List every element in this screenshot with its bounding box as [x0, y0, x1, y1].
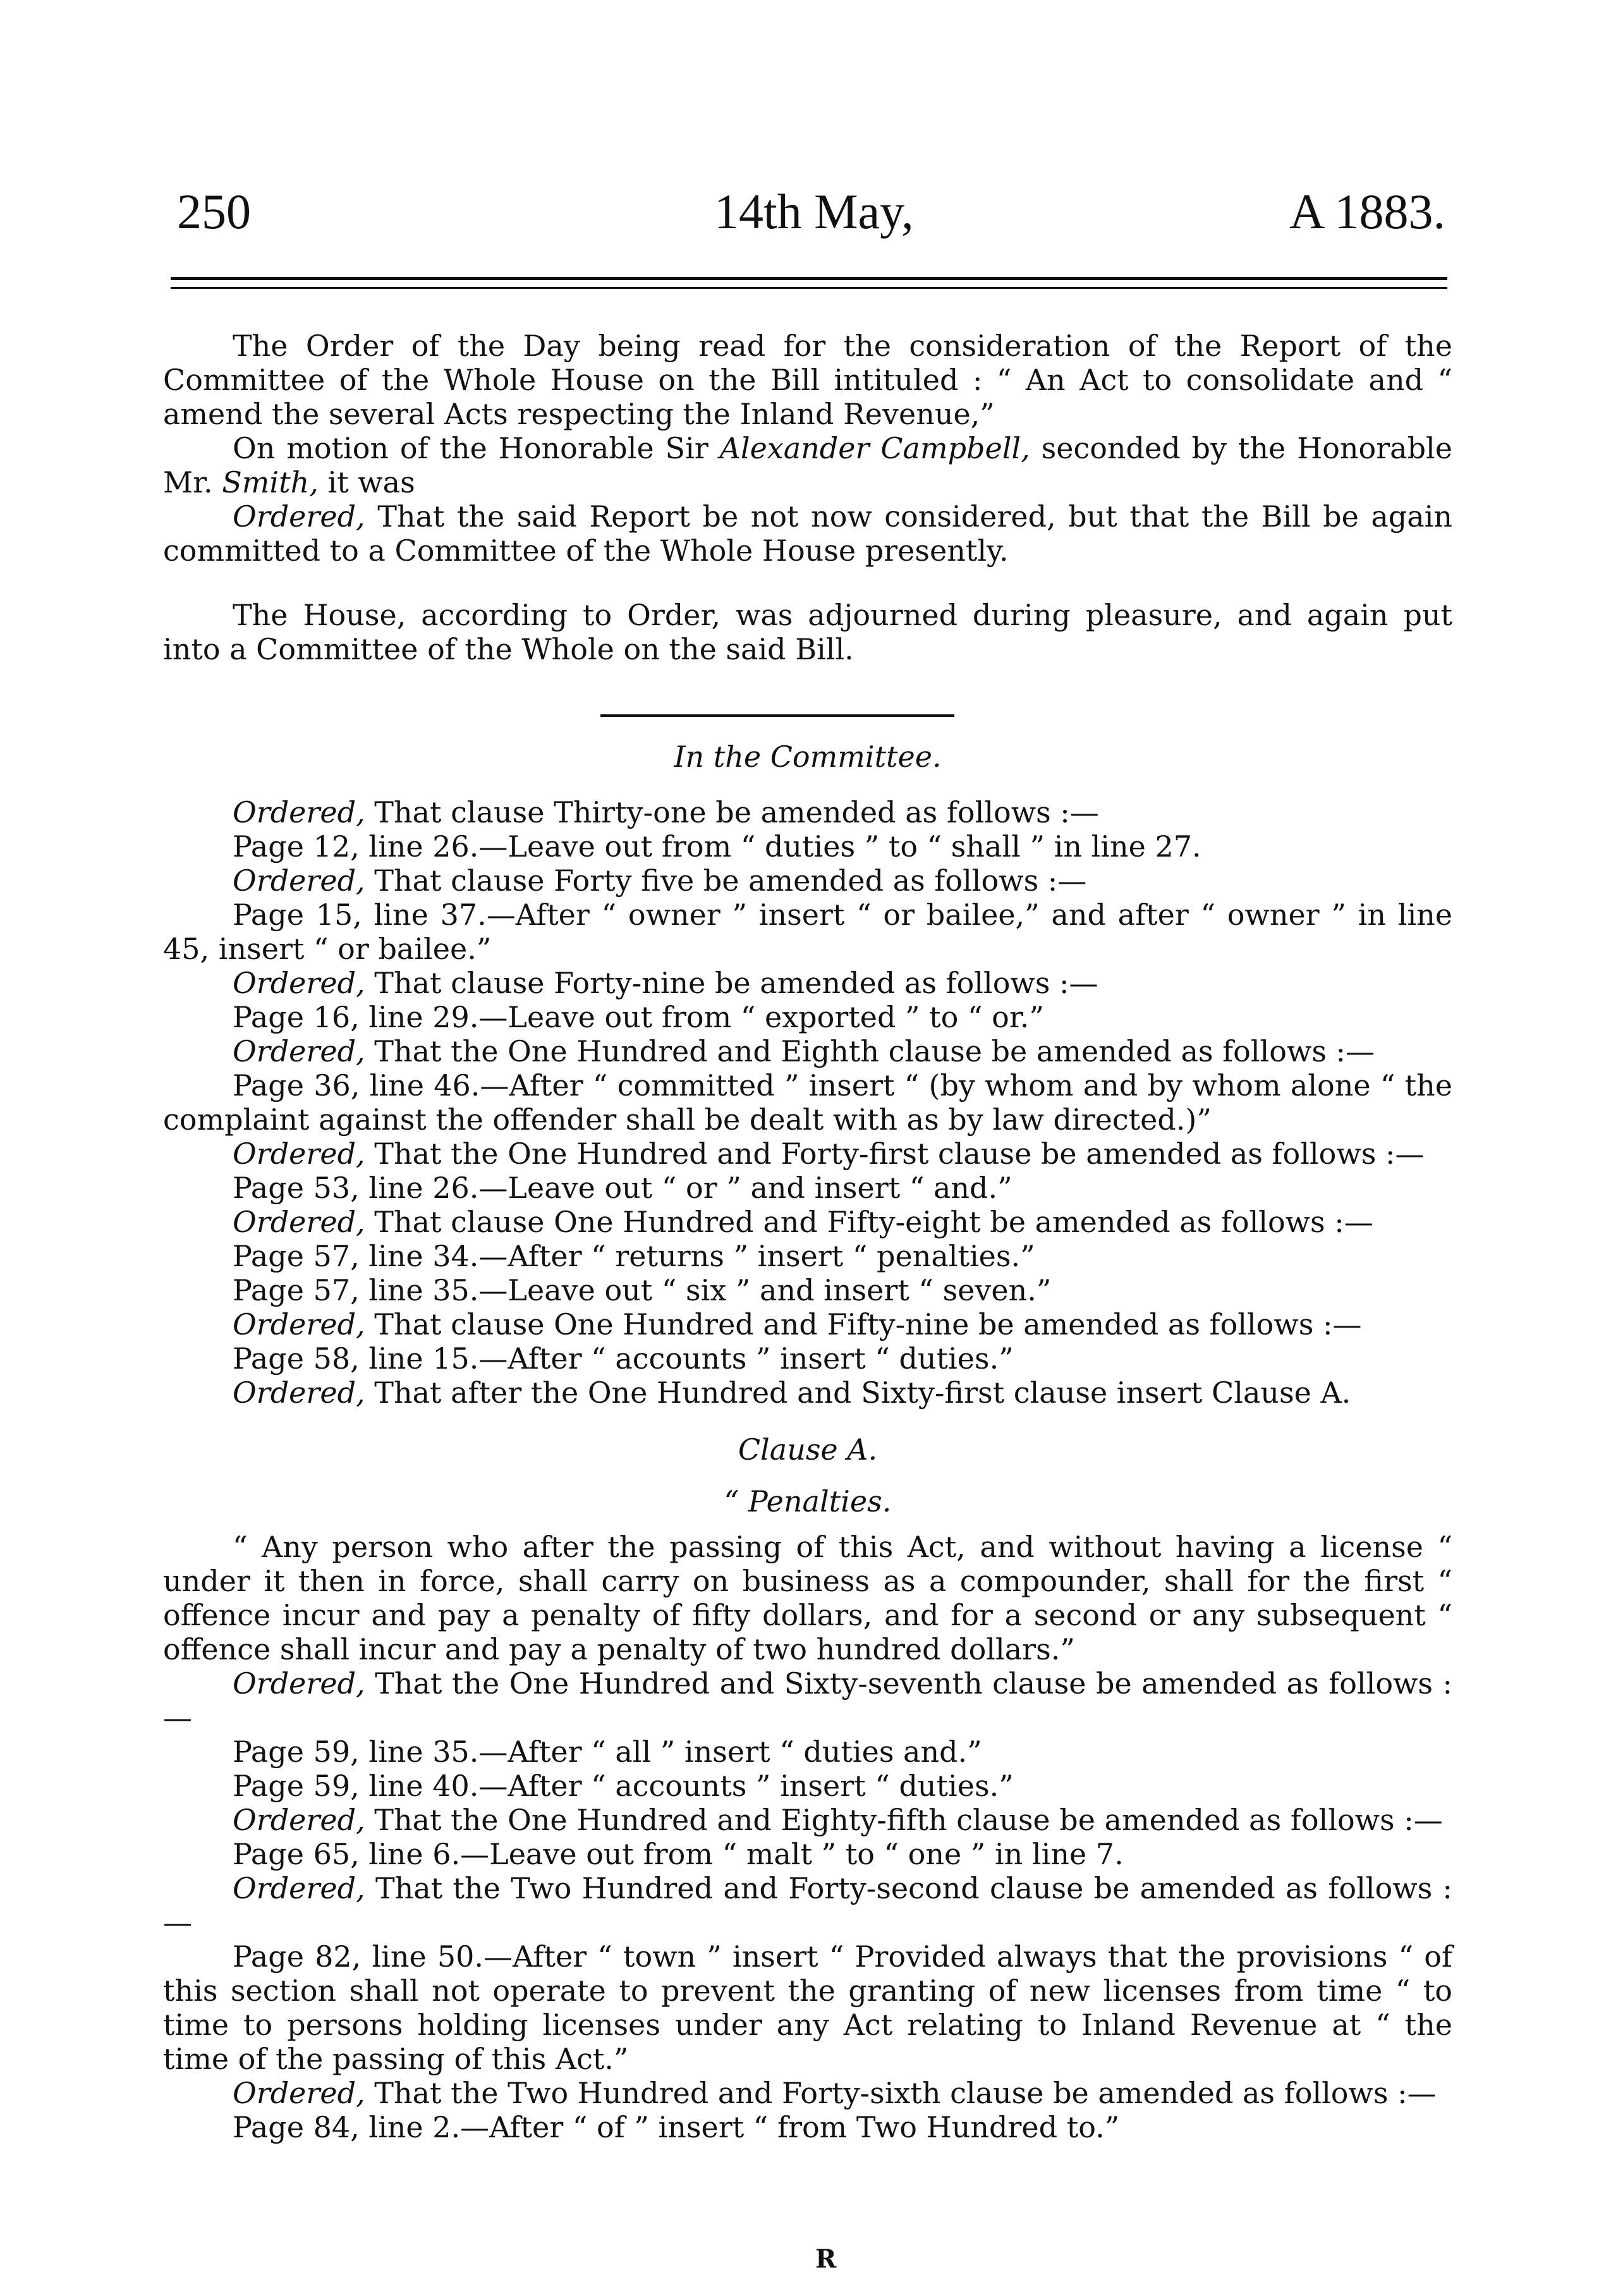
signature-mark: R	[815, 2244, 837, 2274]
ordered-line: Ordered, That the One Hundred and Sixty-seventh clause be amended as follows :—	[163, 1666, 1452, 1735]
committee-lines	[163, 795, 1452, 1410]
ordered-line: Ordered, That clause Forty five be amended as follows :—	[233, 864, 1087, 898]
motion-paragraph: On motion of the Honorable Sir Alexander Campbell, seconded by the Honorable Mr. Smith, it was	[163, 431, 1452, 499]
page-date: 14th May,	[714, 184, 914, 239]
clause-a-text: “ Any person who after the passing of this Act, and without having a license “ under it then in force, shall carry on business as a compounder, shall for the first “ offence incur and pay a penalty of fifty dollars, and for a second or any subsequent “ offence shall incur and pay a penalty of two hundred dollars.”	[163, 1530, 1452, 1666]
ordered-line: Ordered, That the Two Hundred and Forty-sixth clause be amended as follows :—	[233, 2076, 1437, 2110]
after-clause-lines	[163, 1666, 1452, 2144]
seconder-name: Smith,	[222, 465, 319, 499]
header-rule-thick	[171, 277, 1447, 280]
mover-name: Alexander Campbell,	[719, 431, 1030, 465]
ordered-line: Ordered, That the One Hundred and Eighth clause be amended as follows :—	[233, 1034, 1375, 1068]
page-year: A 1883.	[1289, 184, 1446, 239]
amendment-line: Page 57, line 34.—After “ returns ” insert “ penalties.”	[233, 1239, 1035, 1273]
ordered-line: Ordered, That clause Thirty-one be amended as follows :—	[233, 795, 1099, 829]
ordered-line: Ordered, That clause One Hundred and Fifty-nine be amended as follows :—	[233, 1307, 1362, 1341]
ordered-line: Ordered, That the One Hundred and Forty-first clause be amended as follows :—	[233, 1137, 1425, 1171]
amendment-line: Page 12, line 26.—Leave out from “ duties ” to “ shall ” in line 27.	[233, 829, 1201, 864]
section-divider	[600, 714, 954, 717]
ordered-line: Ordered, That the Two Hundred and Forty-second clause be amended as follows :—	[163, 1871, 1452, 1939]
amendment-line: Page 15, line 37.—After “ owner ” insert “ or bailee,” and after “ owner ” in line 45, insert “ or bailee.”	[163, 898, 1452, 966]
amendment-line: Page 58, line 15.—After “ accounts ” insert “ duties.”	[233, 1341, 1014, 1376]
amendment-line: Page 57, line 35.—Leave out “ six ” and insert “ seven.”	[233, 1273, 1052, 1307]
amendment-line: Page 59, line 40.—After “ accounts ” insert “ duties.”	[233, 1769, 1014, 1803]
committee-section	[163, 740, 1452, 2144]
amendment-line: Page 59, line 35.—After “ all ” insert “ duties and.”	[233, 1735, 982, 1769]
opening-section	[163, 329, 1452, 666]
amendment-line: Page 65, line 6.—Leave out from “ malt ” to “ one ” in line 7.	[233, 1837, 1124, 1871]
page-number: 250	[177, 184, 251, 239]
clause-a-heading: Clause A.	[738, 1432, 878, 1467]
ordered-line: Ordered, That after the One Hundred and Sixty-first clause insert Clause A.	[233, 1376, 1351, 1410]
amendment-line: Page 82, line 50.—After “ town ” insert “ Provided always that the provisions “ of this section shall not operate to prevent the granting of new licenses from time “ to time to persons holding licenses under any Act relating to Inland Revenue at “ the time of the passing of this Act.”	[163, 1939, 1452, 2076]
amendment-line: Page 53, line 26.—Leave out “ or ” and insert “ and.”	[233, 1171, 1012, 1205]
ordered-line: Ordered, That the One Hundred and Eighty-fifth clause be amended as follows :—	[233, 1803, 1443, 1837]
clause-a-subheading: “ Penalties.	[724, 1484, 892, 1518]
committee-heading: In the Committee.	[674, 740, 942, 774]
header-rule-thin	[171, 287, 1447, 289]
amendment-line: Page 16, line 29.—Leave out from “ exported ” to “ or.”	[233, 1000, 1044, 1034]
amendment-line: Page 84, line 2.—After “ of ” insert “ from Two Hundred to.”	[233, 2110, 1120, 2144]
ordered-line: Ordered, That clause One Hundred and Fifty-eight be amended as follows :—	[233, 1205, 1373, 1239]
order-of-day-paragraph: The Order of the Day being read for the consideration of the Report of the Committee of the Whole House on the Bill intituled : “ An Act to consolidate and “ amend the several Acts respecting the Inland Revenue,”	[163, 329, 1452, 431]
ordered-paragraph: Ordered, That the said Report be not now considered, but that the Bill be again committed to a Committee of the Whole House presently.	[163, 499, 1452, 568]
amendment-line: Page 36, line 46.—After “ committed ” insert “ (by whom and by whom alone “ the complaint against the offender shall be dealt with as by law directed.)”	[163, 1068, 1452, 1137]
ordered-line: Ordered, That clause Forty-nine be amended as follows :—	[233, 966, 1098, 1000]
adjournment-paragraph: The House, according to Order, was adjourned during pleasure, and again put into a Committee of the Whole on the said Bill.	[163, 598, 1452, 666]
